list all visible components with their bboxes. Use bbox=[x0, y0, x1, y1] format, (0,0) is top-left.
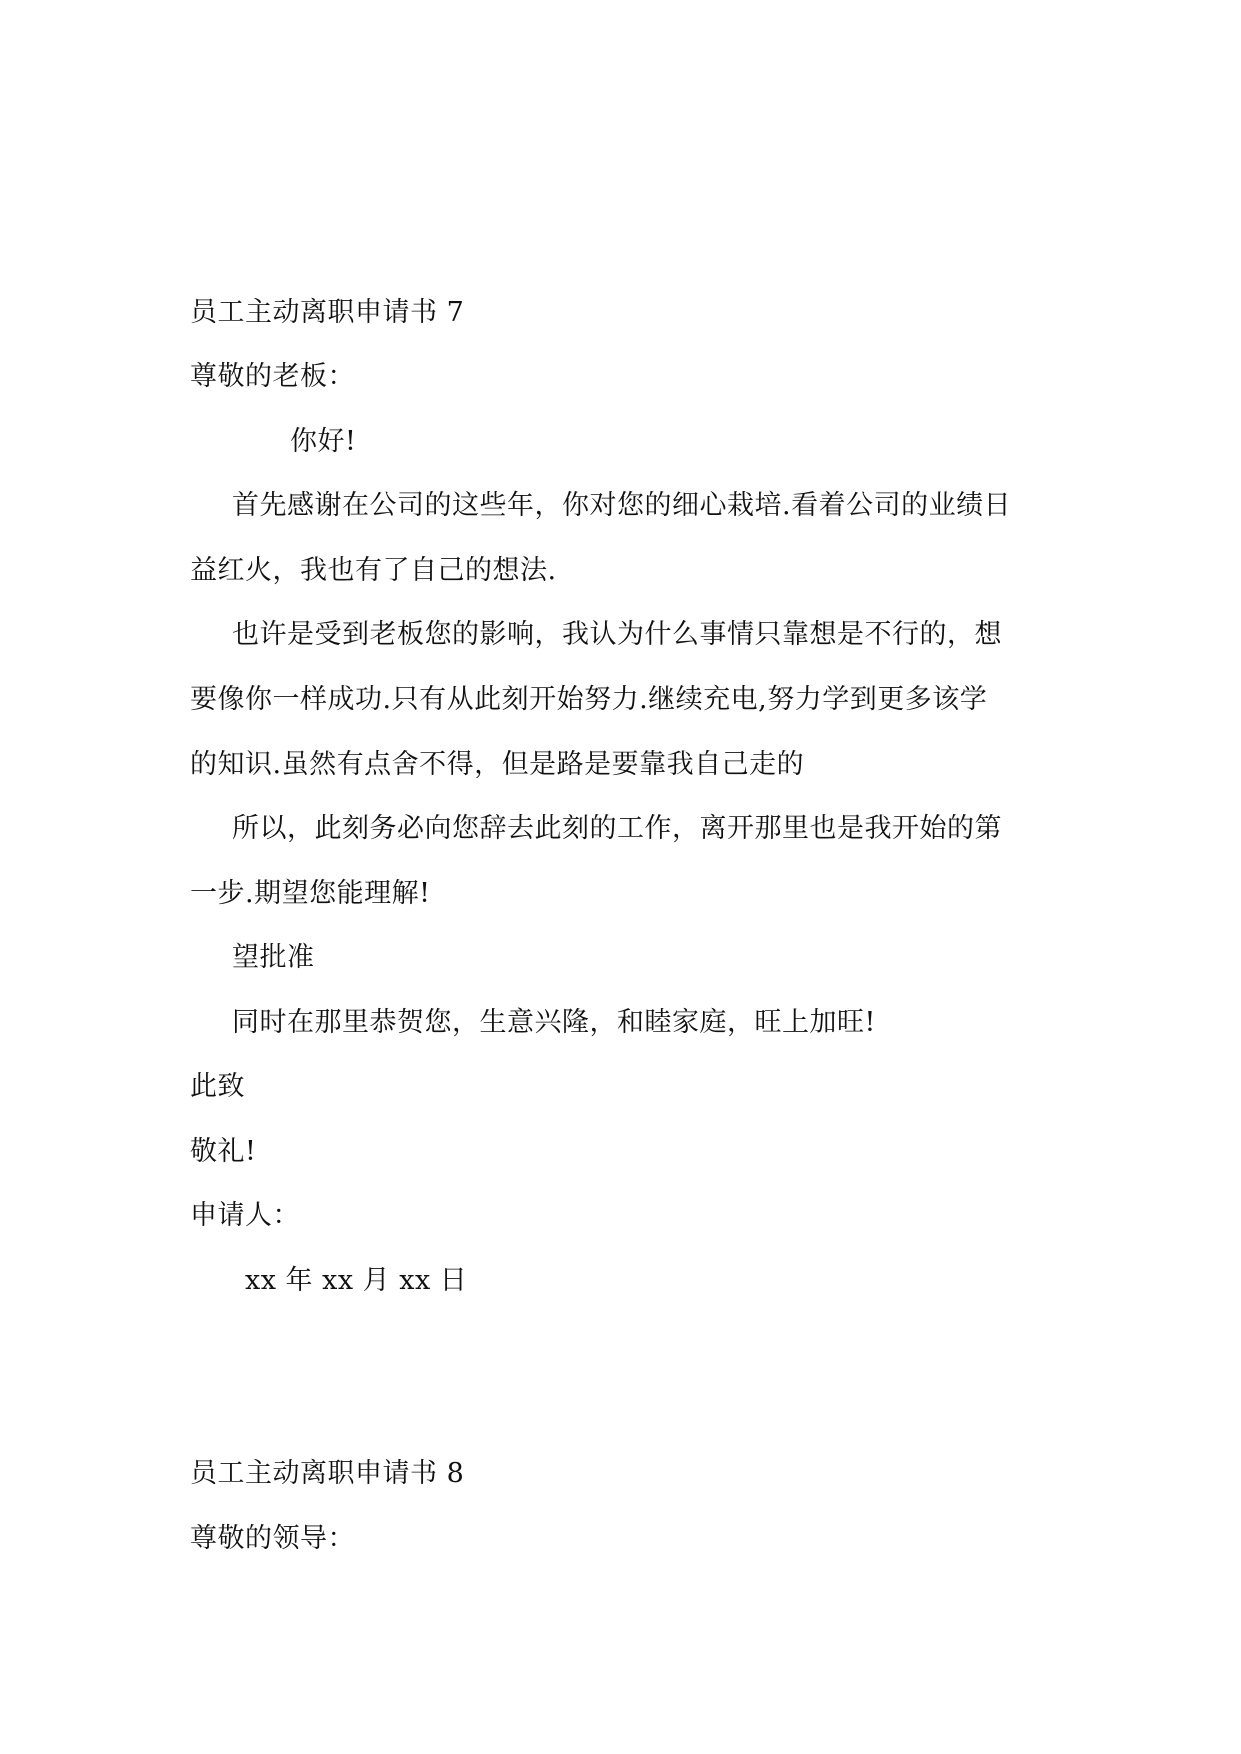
letter7-paragraph-1-line-1: 首先感谢在公司的这些年，你对您的细心栽培.看着公司的业绩日 bbox=[232, 490, 1012, 521]
letter7-wishes: 同时在那里恭贺您，生意兴隆，和睦家庭，旺上加旺! bbox=[232, 1007, 876, 1038]
letter7-closing-2: 敬礼! bbox=[190, 1136, 257, 1167]
letter7-paragraph-3-line-1: 所以，此刻务必向您辞去此刻的工作，离开那里也是我开始的第 bbox=[232, 813, 1002, 844]
letter7-paragraph-1-line-2: 益红火，我也有了自己的想法. bbox=[190, 555, 557, 586]
letter7-paragraph-2-line-3: 的知识.虽然有点舍不得，但是路是要靠我自己走的 bbox=[190, 749, 805, 780]
letter7-paragraph-2-line-1: 也许是受到老板您的影响，我认为什么事情只靠想是不行的，想 bbox=[232, 619, 1002, 650]
letter7-applicant: 申请人： bbox=[190, 1200, 300, 1231]
letter7-paragraph-3-line-2: 一步.期望您能理解! bbox=[190, 878, 431, 909]
letter7-title: 员工主动离职申请书 7 bbox=[190, 297, 465, 328]
letter7-closing-1: 此致 bbox=[190, 1071, 245, 1102]
letter8-title: 员工主动离职申请书 8 bbox=[190, 1458, 465, 1489]
letter7-date: xx 年 xx 月 xx 日 bbox=[245, 1265, 468, 1296]
letter7-greeting: 你好! bbox=[290, 426, 357, 457]
letter7-approval-request: 望批准 bbox=[232, 942, 315, 973]
letter8-salutation: 尊敬的领导： bbox=[190, 1523, 355, 1554]
letter7-paragraph-2-line-2: 要像你一样成功.只有从此刻开始努力.继续充电,努力学到更多该学 bbox=[190, 684, 988, 715]
letter7-salutation: 尊敬的老板： bbox=[190, 361, 355, 392]
